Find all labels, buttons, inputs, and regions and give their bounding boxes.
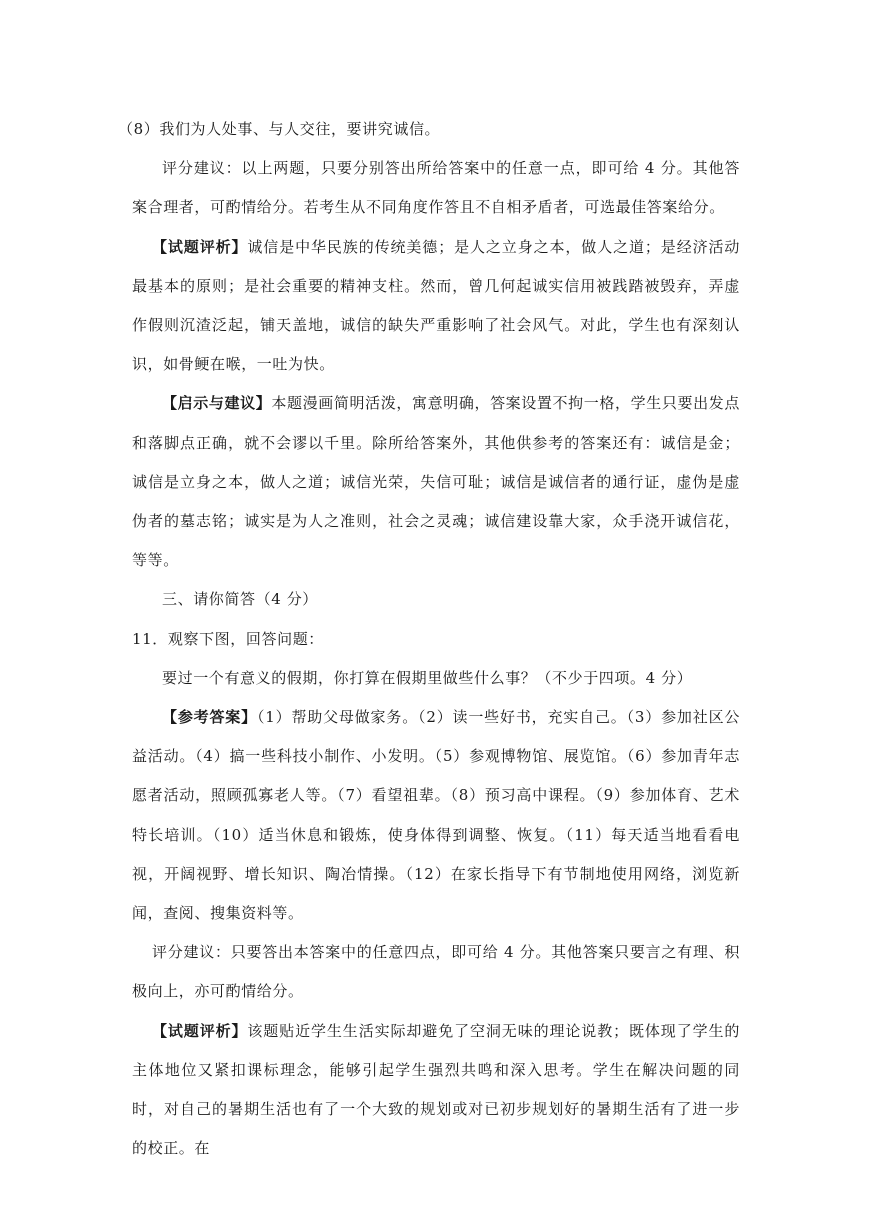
paragraph-text: （1）帮助父母做家务。（2）读一些好书，充实自己。（3）参加社区公益活动。（4）搞一些科技小制作、小发明。（5）参观博物馆、展览馆。（6）参加青年志愿者活动，照顾孤寡老人等。（7）看望祖辈。（8）预习高中课程。（9）参加体育、艺术特长培训。（10）适当休息和锻炼，使身体得到调整、恢复。（11）每天适当地看看电视，开阔视野、增长知识、陶冶情操。（12）在家长指导下有节制地使用网络，浏览新闻，查阅、搜集资料等。 bbox=[132, 708, 740, 923]
section-heading: 【参考答案】 bbox=[162, 708, 257, 727]
reference-answer bbox=[132, 698, 740, 933]
section-three-title bbox=[132, 580, 740, 619]
section-heading: 【试题评析】 bbox=[152, 237, 248, 256]
section-heading: 【启示与建议】 bbox=[162, 394, 272, 413]
answer-item-8 bbox=[118, 110, 740, 149]
paragraph-text: 评分建议：以上两题，只要分别答出所给答案中的任意一点，即可给 4 分。其他答案合理者，可酌情给分。若考生从不同角度作答且不自相矛盾者，可选最佳答案给分。 bbox=[132, 159, 740, 217]
paragraph-text: 评分建议：只要答出本答案中的任意四点，即可给 4 分。其他答案只要言之有理、积极向上，亦可酌情给分。 bbox=[132, 943, 740, 1001]
inspiration-suggestion bbox=[132, 384, 740, 580]
paragraph-text: 11．观察下图，回答问题： bbox=[132, 629, 324, 648]
paragraph-text: 该题贴近学生生活实际却避免了空洞无味的理论说教；既体现了学生的主体地位又紧扣课标理念，能够引起学生强烈共鸣和深入思考。学生在解决问题的同时，对自己的暑期生活也有了一个大致的规划或对已初步规划好的暑期生活有了进一步的校正。在 bbox=[132, 1021, 740, 1158]
question-analysis-2 bbox=[132, 1012, 740, 1169]
scoring-suggestion-2 bbox=[132, 933, 740, 1011]
paragraph-text: 三、请你简答（4 分） bbox=[162, 590, 318, 609]
paragraph-text: 本题漫画简明活泼，寓意明确，答案设置不拘一格，学生只要出发点和落脚点正确，就不会谬以千里。除所给答案外，其他供参考的答案还有：诚信是金；诚信是立身之本，做人之道；诚信光荣，失信可耻；诚信是诚信者的通行证，虚伪是虚伪者的墓志铭；诚实是为人之准则，社会之灵魂；诚信建设靠大家，众手浇开诚信花，等等。 bbox=[132, 394, 740, 570]
paragraph-text: 诚信是中华民族的传统美德；是人之立身之本，做人之道；是经济活动最基本的原则；是社会重要的精神支柱。然而，曾几何起诚实信用被践踏被毁弃，弄虚作假则沉渣泛起，铺天盖地，诚信的缺失严重影响了社会风气。对此，学生也有深刻认识，如骨鲠在喉，一吐为快。 bbox=[132, 237, 740, 374]
question-11-prompt bbox=[132, 659, 740, 698]
scoring-suggestion-1 bbox=[132, 149, 740, 227]
document-body bbox=[118, 110, 740, 1168]
question-analysis-1 bbox=[132, 228, 740, 385]
section-heading: 【试题评析】 bbox=[152, 1021, 248, 1040]
paragraph-text: （8）我们为人处事、与人交往，要讲究诚信。 bbox=[118, 120, 441, 138]
paragraph-text: 要过一个有意义的假期，你打算在假期里做些什么事？（不少于四项。4 分） bbox=[162, 668, 693, 687]
question-11 bbox=[132, 620, 740, 659]
